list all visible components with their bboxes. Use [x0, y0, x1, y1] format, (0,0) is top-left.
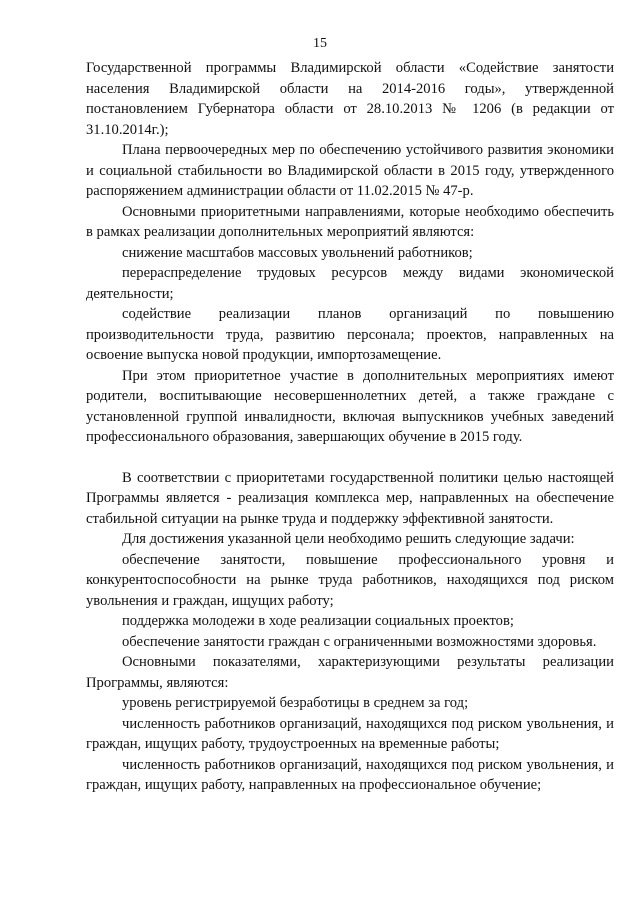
- paragraph: поддержка молодежи в ходе реализации социальных проектов;: [122, 613, 514, 629]
- paragraph: Государственной программы Владимирской области «Содействие занятости населения Владимирской области на 2014-2016 годы», утвержденной постановлением Губернатора области от 28.10.2013 № 1206 (в редакции от 31.10.2014г.);: [86, 60, 614, 138]
- paragraph: снижение масштабов массовых увольнений работников;: [122, 244, 473, 261]
- paragraph: уровень регистрируемой безработицы в среднем за год;: [122, 695, 469, 711]
- paragraph: Для достижения указанной цели необходимо решить следующие задачи:: [122, 531, 575, 547]
- page-number: 15: [313, 36, 327, 51]
- paragraph: численность работников организаций, находящихся под риском увольнения, и граждан, ищущих работу, направленных на профессиональное обучение;: [86, 756, 614, 793]
- paragraph: перераспределение трудовых ресурсов между видами экономической деятельности;: [86, 265, 614, 302]
- paragraph: Плана первоочередных мер по обеспечению устойчивого развития экономики и социальной стабильности во Владимирской области в 2015 году, утвержденного распоряжением администрации области от 11.02.2015 № 47-р.: [86, 142, 614, 199]
- paragraph: При этом приоритетное участие в дополнительных мероприятиях имеют родители, воспитывающие несовершеннолетних детей, а также граждане с установленной группой инвалидности, включая выпускников учебных заведений профессионального образования, завершающих обучение в 2015 году.: [86, 367, 614, 445]
- paragraph: Основными приоритетными направлениями, которые необходимо обеспечить в рамках реализации дополнительных мероприятий являются:: [86, 203, 614, 240]
- document-body: [86, 58, 614, 796]
- paragraph: численность работников организаций, находящихся под риском увольнения, и граждан, ищущих работу, трудоустроенных на временные работы;: [86, 715, 614, 752]
- paragraph: обеспечение занятости граждан с ограниченными возможностями здоровья.: [122, 633, 597, 650]
- paragraph: содействие реализации планов организаций по повышению производительности труда, развитию персонала; проектов, направленных на освоение выпуска новой продукции, импортозамещение.: [86, 306, 614, 363]
- paragraph: Основными показателями, характеризующими результаты реализации Программы, являются:: [86, 654, 614, 691]
- paragraph: В соответствии с приоритетами государственной политики целью настоящей Программы является - реализация комплекса мер, направленных на обеспечение стабильной ситуации на рынке труда и поддержку эффективной занятости.: [86, 469, 614, 527]
- paragraph: обеспечение занятости, повышение профессионального уровня и конкурентоспособности на рынке труда работников, находящихся под риском увольнения и граждан, ищущих работу;: [86, 551, 614, 609]
